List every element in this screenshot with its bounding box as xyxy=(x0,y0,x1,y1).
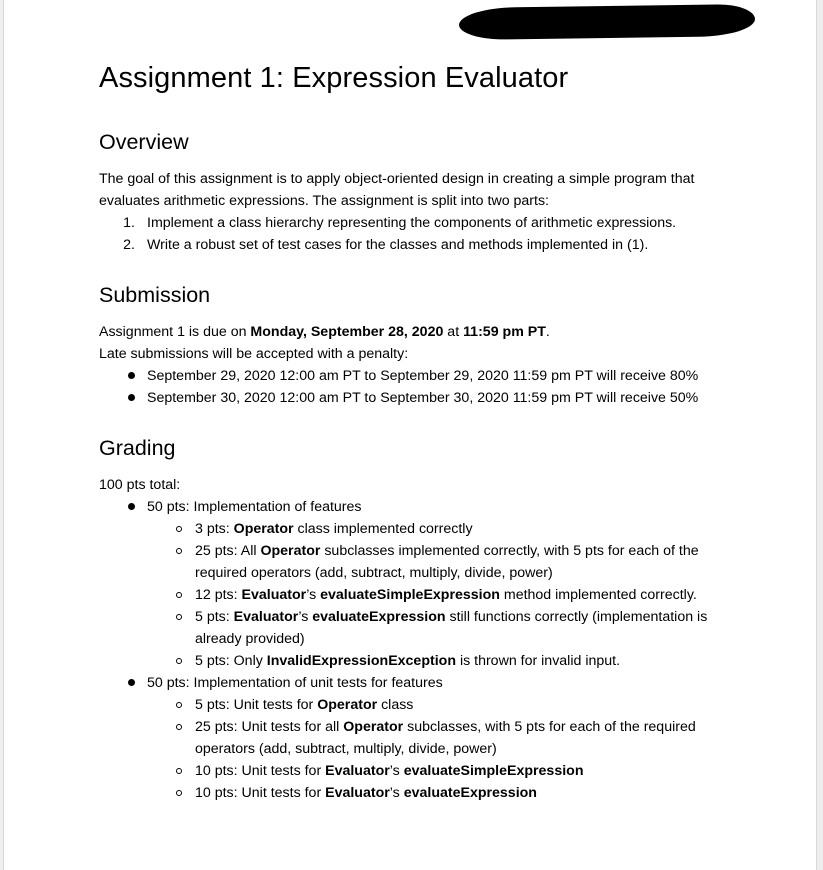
overview-list-item xyxy=(123,212,677,234)
circle-bullet-icon xyxy=(176,790,182,796)
circle-bullet-icon xyxy=(176,548,182,554)
redaction-bar xyxy=(459,4,755,40)
grading-subitem: 25 pts: Unit tests for all Operator subclasses, with 5 pts for each of the required xyxy=(195,716,696,738)
grading-subitem: 5 pts: Unit tests for Operator class xyxy=(195,694,413,716)
grading-item-features: 50 pts: Implementation of features xyxy=(147,496,362,518)
late-policy-line: Late submissions will be accepted with a penalty: xyxy=(99,346,409,362)
grading-total: 100 pts total: xyxy=(99,477,181,493)
circle-bullet-icon xyxy=(176,702,182,708)
bullet-icon xyxy=(128,679,135,686)
grading-item-tests: 50 pts: Implementation of unit tests for features xyxy=(147,672,443,694)
list-item-text: Write a robust set of test cases for the classes and methods implemented in (1). xyxy=(147,237,649,253)
grading-subitem: 25 pts: All Operator subclasses implemented correctly, with 5 pts for each of the xyxy=(195,540,699,562)
list-number: 1. xyxy=(123,215,135,231)
list-number: 2. xyxy=(123,237,135,253)
grading-subitem-continuation: operators (add, subtract, multiply, divide, power) xyxy=(195,741,497,757)
circle-bullet-icon xyxy=(176,614,182,620)
list-item-text: Implement a class hierarchy representing the components of arithmetic expressions. xyxy=(147,215,677,231)
grading-subitem: 5 pts: Evaluator’s evaluateExpression still functions correctly (implementation is xyxy=(195,606,707,628)
bullet-icon xyxy=(128,372,135,379)
circle-bullet-icon xyxy=(176,724,182,730)
overview-heading: Overview xyxy=(99,130,189,154)
overview-paragraph-line2: evaluates arithmetic expressions. The assignment is split into two parts: xyxy=(99,193,550,209)
document-page xyxy=(4,0,816,870)
bullet-icon xyxy=(128,503,135,510)
overview-list-item xyxy=(123,234,649,256)
grading-subitem: 5 pts: Only InvalidExpressionException is thrown for invalid input. xyxy=(195,650,620,672)
overview-paragraph-line1: The goal of this assignment is to apply object-oriented design in creating a simple program that xyxy=(99,171,695,187)
circle-bullet-icon xyxy=(176,592,182,598)
circle-bullet-icon xyxy=(176,526,182,532)
circle-bullet-icon xyxy=(176,768,182,774)
grading-subitem: 10 pts: Unit tests for Evaluator’s evaluateExpression xyxy=(195,782,537,804)
submission-heading: Submission xyxy=(99,283,211,307)
grading-subitem-continuation: already provided) xyxy=(195,631,305,647)
bullet-icon xyxy=(128,394,135,401)
grading-subitem: 3 pts: Operator class implemented correctly xyxy=(195,518,473,540)
penalty-item: September 30, 2020 12:00 am PT to September 30, 2020 11:59 pm PT will receive 50% xyxy=(147,387,698,409)
circle-bullet-icon xyxy=(176,658,182,664)
grading-subitem: 12 pts: Evaluator’s evaluateSimpleExpression method implemented correctly. xyxy=(195,584,697,606)
penalty-item: September 29, 2020 12:00 am PT to September 29, 2020 11:59 pm PT will receive 80% xyxy=(147,365,698,387)
due-date: Monday, September 28, 2020 xyxy=(250,324,444,340)
due-date-line: Assignment 1 is due on Monday, September 28, 2020 at 11:59 pm PT. xyxy=(99,324,550,340)
page-title: Assignment 1: Expression Evaluator xyxy=(99,62,569,94)
due-time: 11:59 pm PT xyxy=(463,324,546,340)
grading-subitem-continuation: required operators (add, subtract, multiply, divide, power) xyxy=(195,565,553,581)
grading-heading: Grading xyxy=(99,436,176,460)
grading-subitem: 10 pts: Unit tests for Evaluator’s evaluateSimpleExpression xyxy=(195,760,584,782)
